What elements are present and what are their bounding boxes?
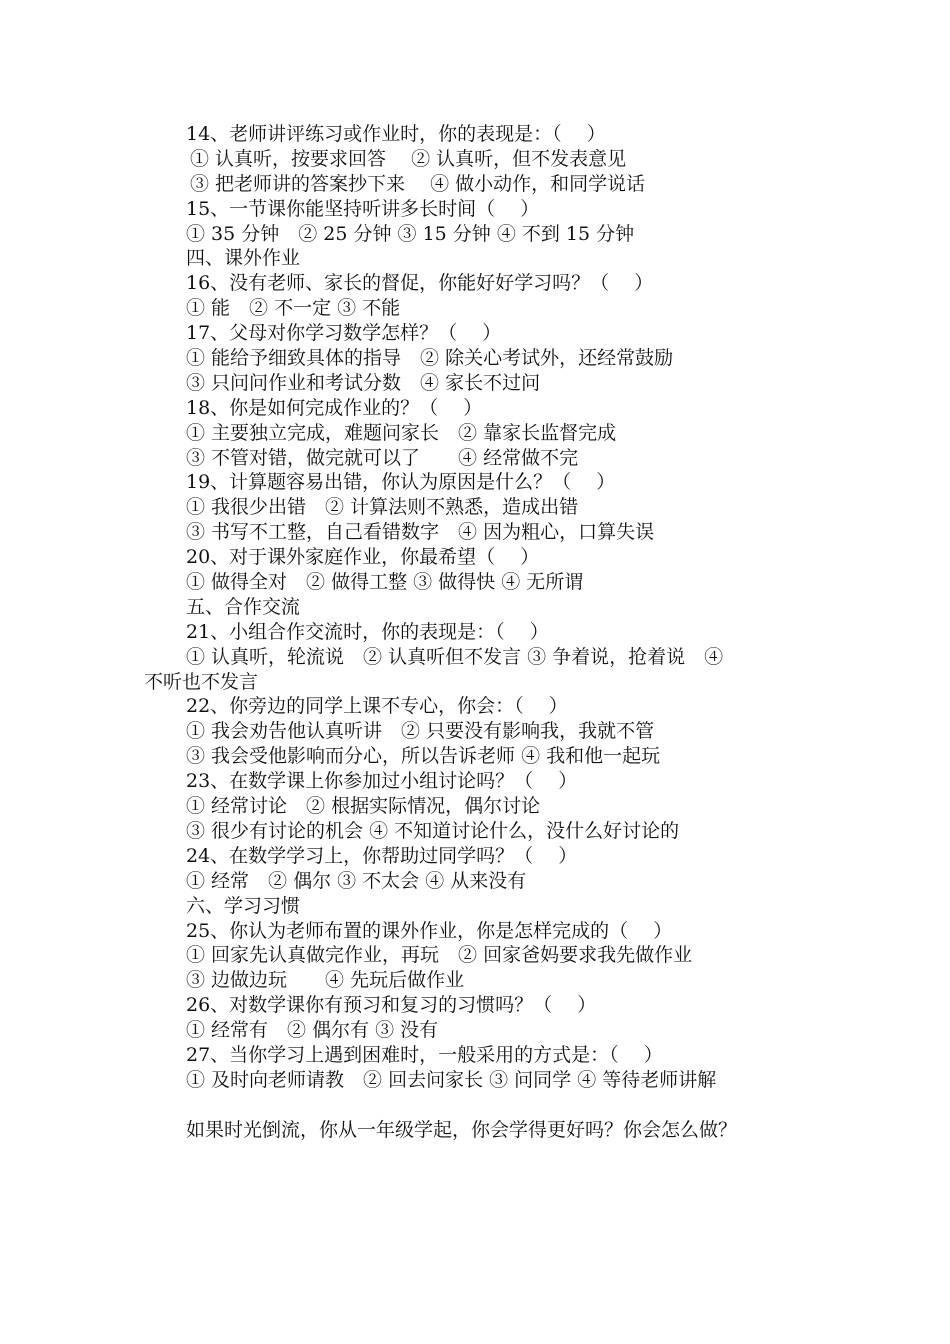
- question-14-options-a: ① 认真听，按要求回答 ② 认真听，但不发表意见: [190, 147, 627, 170]
- question-19: 19、计算题容易出错，你认为原因是什么？（ ）: [186, 471, 616, 494]
- question-25: 25、你认为老师布置的课外作业，你是怎样完成的（ ）: [186, 919, 673, 942]
- question-24: 24、在数学学习上，你帮助过同学吗？（ ）: [186, 844, 578, 867]
- question-21-options: ① 认真听，轮流说 ② 认真听但不发言 ③ 争着说，抢着说 ④: [186, 645, 724, 668]
- question-17-options-b: ③ 只问问作业和考试分数 ④ 家长不过问: [186, 371, 541, 394]
- question-17-options-a: ① 能给予细致具体的指导 ② 除关心考试外，还经常鼓励: [186, 347, 674, 370]
- question-18-options-b: ③ 不管对错，做完就可以了 ④ 经常做不完: [186, 446, 579, 469]
- question-14-options-b: ③ 把老师讲的答案抄下来 ④ 做小动作，和同学说话: [190, 172, 646, 195]
- question-17: 17、父母对你学习数学怎样？（ ）: [186, 322, 502, 345]
- question-23-options-a: ① 经常讨论 ② 根据实际情况，偶尔讨论: [186, 795, 541, 818]
- question-26-options: ① 经常有 ② 偶尔有 ③ 没有: [186, 1019, 439, 1042]
- section-heading-homework: 四、课外作业: [186, 247, 301, 270]
- question-20-options: ① 做得全对 ② 做得工整 ③ 做得快 ④ 无所谓: [186, 571, 584, 594]
- question-15: 15、一节课你能坚持听讲多长时间（ ）: [186, 197, 540, 220]
- question-20: 20、对于课外家庭作业，你最希望（ ）: [186, 546, 540, 569]
- question-19-options-a: ① 我很少出错 ② 计算法则不熟悉，造成出错: [186, 496, 579, 519]
- question-19-options-b: ③ 书写不工整，自己看错数字 ④ 因为粗心，口算失误: [186, 521, 655, 544]
- question-22: 22、你旁边的同学上课不专心，你会：（ ）: [186, 695, 568, 718]
- question-25-options-b: ③ 边做边玩 ④ 先玩后做作业: [186, 969, 465, 992]
- question-14: 14、老师讲评练习或作业时，你的表现是：（ ）: [186, 123, 606, 145]
- question-18-options-a: ① 主要独立完成，难题问家长 ② 靠家长监督完成: [186, 421, 617, 444]
- question-27-options: ① 及时向老师请教 ② 回去问家长 ③ 问同学 ④ 等待老师讲解: [186, 1068, 717, 1091]
- blank-line: [144, 1093, 824, 1118]
- question-21-options-continued: 不听也不发言: [144, 670, 259, 693]
- question-27: 27、当你学习上遇到困难时，一般采用的方式是：（ ）: [186, 1043, 663, 1066]
- questionnaire-body: [144, 122, 824, 1143]
- closing-question: 如果时光倒流，你从一年级学起，你会学得更好吗？你会怎么做？: [186, 1118, 738, 1141]
- question-18: 18、你是如何完成作业的？（ ）: [186, 396, 483, 419]
- question-22-options-a: ① 我会劝告他认真听讲 ② 只要没有影响我，我就不管: [186, 720, 655, 743]
- section-heading-habits: 六、学习习惯: [186, 894, 301, 917]
- question-15-options: ① 35 分钟 ② 25 分钟 ③ 15 分钟 ④ 不到 15 分钟: [186, 222, 635, 245]
- question-23: 23、在数学课上你参加过小组讨论吗？（ ）: [186, 770, 578, 793]
- question-26: 26、对数学课你有预习和复习的习惯吗？（ ）: [186, 994, 597, 1017]
- question-25-options-a: ① 回家先认真做完作业，再玩 ② 回家爸妈要求我先做作业: [186, 944, 693, 967]
- question-23-options-b: ③ 很少有讨论的机会 ④ 不知道讨论什么，没什么好讨论的: [186, 819, 680, 842]
- question-22-options-b: ③ 我会受他影响而分心，所以告诉老师 ④ 我和他一起玩: [186, 745, 661, 768]
- question-21: 21、小组合作交流时，你的表现是：（ ）: [186, 620, 549, 643]
- question-24-options: ① 经常 ② 偶尔 ③ 不太会 ④ 从来没有: [186, 869, 527, 892]
- section-heading-cooperation: 五、合作交流: [186, 595, 301, 618]
- question-16-options: ① 能 ② 不一定 ③ 不能: [186, 297, 401, 320]
- question-16: 16、没有老师、家长的督促，你能好好学习吗？（ ）: [186, 272, 654, 295]
